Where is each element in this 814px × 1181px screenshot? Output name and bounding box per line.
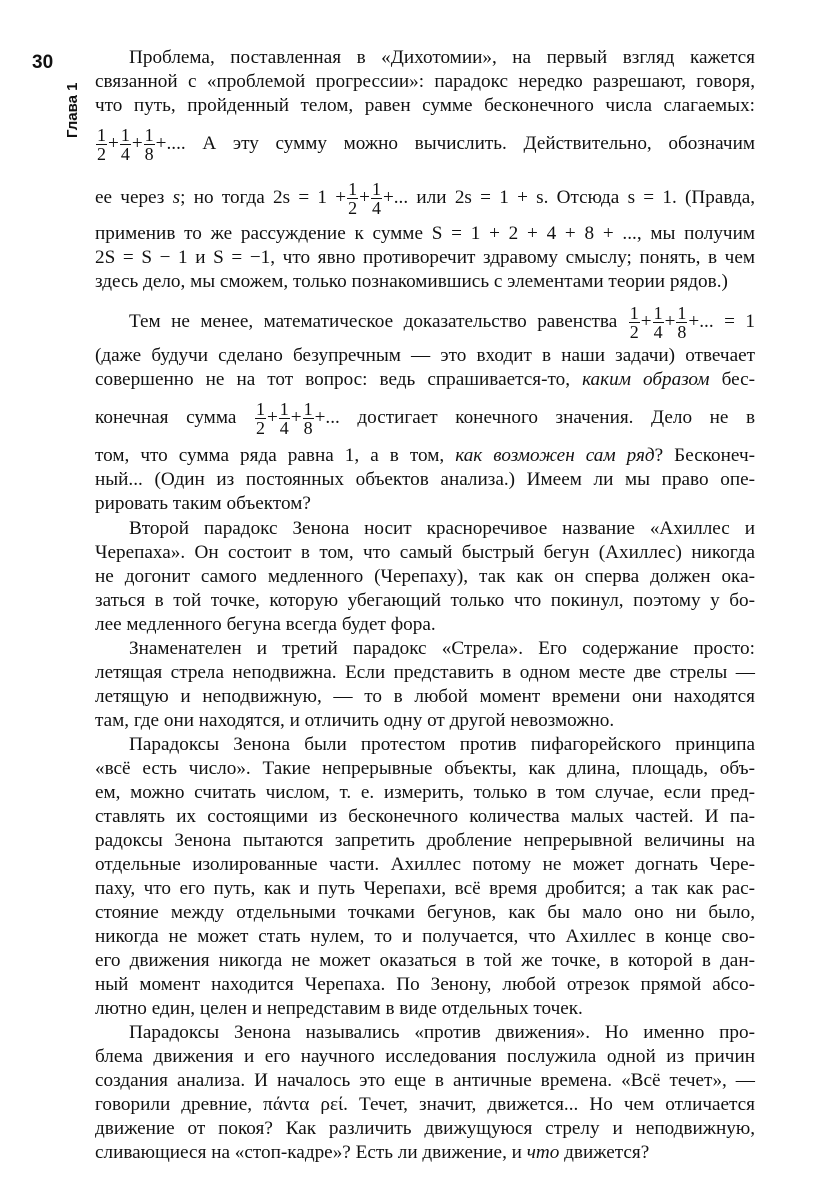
- text-line: заться в той точке, которую убегающий только что покинул, поэтому у бо-: [95, 590, 755, 611]
- text-line: паху, что его путь, как и путь Черепахи, всё время дробится; а так как рас-: [95, 878, 755, 899]
- text-line: Второй парадокс Зенона носит красноречивое название «Ахиллес и: [129, 518, 755, 539]
- fraction: $\frac{1}{4}$: [371, 179, 381, 219]
- formula-line: ее через s; но тогда 2s = 1 + $\frac{1}{2}$ + $\frac{1}{4}$ +... или 2s = 1 + s. Отсюда s = 1. (Правда,: [95, 179, 756, 219]
- formula-line: Тем не менее, математическое доказательство равенства $\frac{1}{2}$ + $\frac{1}{4}$ + $\frac{1}{8}$ +... = 1: [129, 303, 755, 343]
- text-line: ставлять их состоящими из бесконечного количества малых частей. И па-: [95, 806, 755, 827]
- text-line: «всё есть число». Такие непрерывные объекты, как длина, площадь, объ-: [95, 758, 755, 779]
- text-line: сливающиеся на «стоп-кадре»? Есть ли движение, и что движется?: [95, 1142, 650, 1163]
- text-line: отдельные изолированные части. Ахиллес потому не может догнать Чере-: [95, 854, 755, 875]
- text-line: связанной с «проблемой прогрессии»: парадокс нередко разрешают, говоря,: [95, 71, 755, 92]
- text-line: том, что сумма ряда равна 1, а в том, как возможен сам ряд? Бесконеч-: [95, 445, 755, 466]
- fraction: $\frac{1}{2}$: [97, 125, 106, 165]
- text-line: говорили древние, πάντα ρεί. Течет, значит, движется... Но чем отличается: [95, 1094, 755, 1115]
- text-line: лютно един, целен и непредставим в виде отдельных точек.: [95, 998, 583, 1019]
- text-line: рировать таким объектом?: [95, 493, 311, 514]
- text-line: движение от покоя? Как различить движущуюся стрелу и неподвижную,: [95, 1118, 755, 1139]
- fraction: $\frac{1}{2}$: [255, 399, 265, 439]
- text-line: Знаменателен и третий парадокс «Стрела». Его содержание просто:: [129, 638, 755, 659]
- fraction: $\frac{1}{8}$: [144, 125, 154, 165]
- page-number: 30: [32, 52, 54, 73]
- text-line: летящую и неподвижную, — то в любой момент времени они находятся: [95, 686, 755, 707]
- text-line: лее медленного бегуна всегда будет фора.: [95, 614, 436, 635]
- fraction: $\frac{1}{8}$: [303, 399, 313, 439]
- text-line: ный момент находится Черепаха. По Зенону, любой отрезок прямой абсо-: [95, 974, 755, 995]
- text-line: летящая стрела неподвижна. Если представить в одном месте две стрелы —: [95, 662, 755, 683]
- text-line: 2S = S − 1 и S = −1, что явно противоречит здравому смыслу; понять, в чем: [95, 247, 755, 268]
- text-line: Черепаха». Он состоит в том, что самый быстрый бегун (Ахиллес) никогда: [95, 542, 755, 563]
- text-line: там, где они находятся, и отличить одну от другой невозможно.: [95, 710, 615, 731]
- text-line: Проблема, поставленная в «Дихотомии», на первый взгляд кажется: [129, 47, 755, 68]
- text-line: радоксы Зенона пытаются запретить дробление непрерывной величины на: [95, 830, 755, 851]
- text-line: не догонит самого медленного (Черепаху), так как он сперва должен ока-: [95, 566, 755, 587]
- text-line: что путь, пройденный телом, равен сумме бесконечного числа слагаемых:: [95, 95, 755, 116]
- fraction: $\frac{1}{4}$: [120, 125, 130, 165]
- fraction: $\frac{1}{4}$: [653, 303, 663, 343]
- text-line: стояние между отдельными точками бегунов, как бы мало оно ни было,: [95, 902, 755, 923]
- fraction: $\frac{1}{8}$: [677, 303, 687, 343]
- text-line: блема движения и его научного исследования послужила одной из причин: [95, 1046, 755, 1067]
- text-line: Парадоксы Зенона были протестом против пифагорейского принципа: [129, 734, 755, 755]
- formula-line: конечная сумма $\frac{1}{2}$ + $\frac{1}{4}$ + $\frac{1}{8}$ +... достигает конечного значения. Дело не в: [95, 399, 756, 439]
- text-line: здесь дело, мы сможем, только познакомившись с элементами теории рядов.): [95, 271, 728, 292]
- fraction: $\frac{1}{4}$: [279, 399, 289, 439]
- text-line: ем, можно считать числом, т. е. измерить, только в том случае, если пред-: [95, 782, 755, 803]
- fraction: $\frac{1}{2}$: [629, 303, 639, 343]
- text-line: применив то же рассуждение к сумме S = 1 + 2 + 4 + 8 + ..., мы получим: [95, 223, 755, 244]
- fraction: $\frac{1}{2}$: [348, 179, 358, 219]
- text-line: совершенно не на тот вопрос: ведь спрашивается-то, каким образом бес-: [95, 369, 756, 390]
- chapter-label: Глава 1: [64, 82, 81, 138]
- text-line: ный... (Один из постоянных объектов анализа.) Имеем ли мы право опе-: [95, 469, 755, 490]
- text-line: Парадоксы Зенона назывались «против движения». Но именно про-: [129, 1022, 755, 1043]
- text-line: создания анализа. И началось это еще в античные времена. «Всё течет», —: [95, 1070, 755, 1091]
- text-line: (даже будучи сделано безупречным — это входит в наши задачи) отвечает: [95, 345, 755, 366]
- text-line: никогда не может стать нулем, то и получается, что Ахиллес в конце сво-: [95, 926, 755, 947]
- text-line: его движения никогда не может оказаться в той же точке, в которой в дан-: [95, 950, 755, 971]
- formula-line: $\frac{1}{2}$ + $\frac{1}{4}$ + $\frac{1}{8}$ +.... А эту сумму можно вычислить. Действительно, обозначим: [97, 125, 755, 165]
